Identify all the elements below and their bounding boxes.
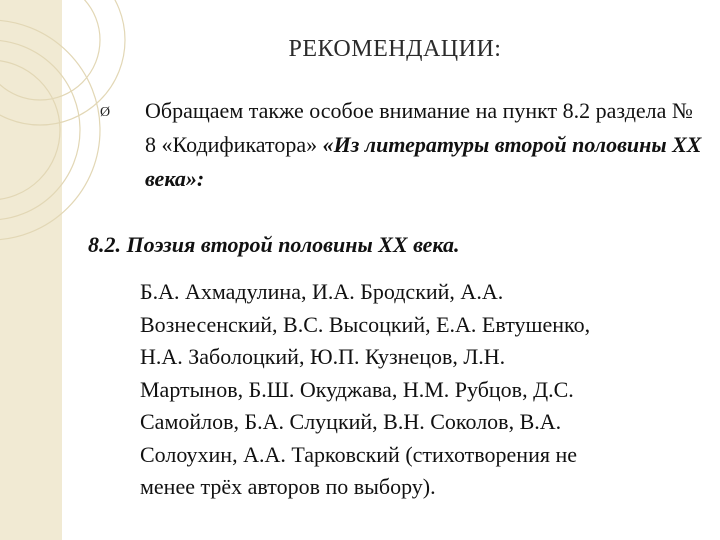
poets-line: менее трёх авторов по выбору). (140, 474, 436, 499)
poets-line: Мартынов, Б.Ш. Окуджава, Н.М. Рубцов, Д.С. (140, 376, 574, 402)
bullet-text-plain: Обращаем также особое внимание на пункт 8.2 раздела № 8 «Кодификатора» (145, 98, 693, 157)
poets-line: Самойлов, Б.А. Слуцкий, В.Н. Соколов, В.А. (140, 409, 562, 434)
poets-line: Б.А. Ахмадулина, И.А. Бродский, А.А. (140, 279, 504, 304)
section-heading: 8.2. Поэзия второй половины XX века. (88, 232, 460, 257)
bullet-text-italic: «Из литературы второй половины XX века»: (145, 132, 702, 191)
slide-title: РЕКОМЕНДАЦИИ: (288, 36, 502, 62)
poets-line: Солоухин, А.А. Тарковский (стихотворения не (140, 441, 578, 467)
bullet-arrow-icon: Ø (100, 105, 111, 120)
bullet-paragraph (145, 94, 705, 196)
poets-line: Вознесенский, В.С. Высоцкий, Е.А. Евтушенко, (140, 311, 591, 337)
poets-list (140, 276, 710, 504)
poets-line: Н.А. Заболоцкий, Ю.П. Кузнецов, Л.Н. (140, 344, 506, 369)
